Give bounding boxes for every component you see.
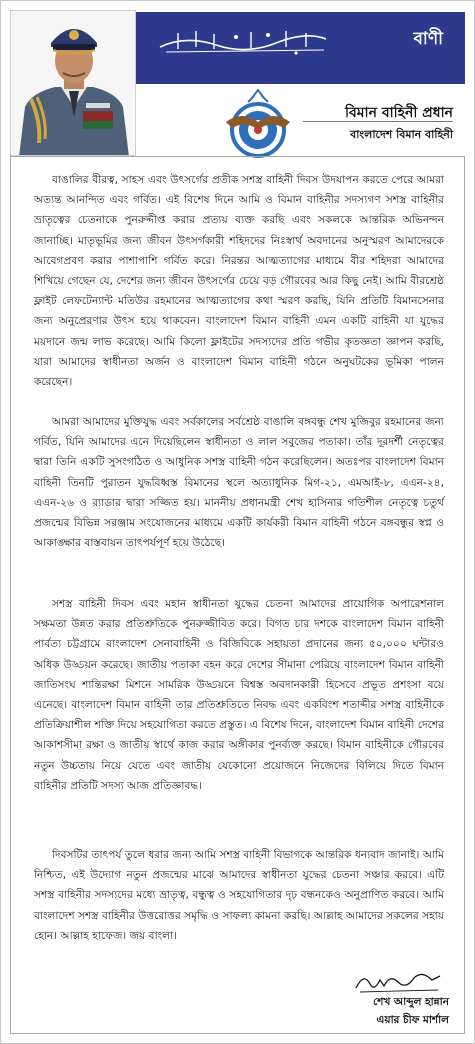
signatory-rank: এয়ার চীফ মার্শাল — [376, 1014, 449, 1026]
air-force-emblem — [218, 88, 298, 158]
message-paragraph-2: আমরা আমাদের মুক্তিযুদ্ধ এবং সর্বকালের সর্বশ্রেষ্ঠ বাঙালি বঙ্গবন্ধু শেখ মুজিবুর রহমানের জন্য গর্বিত, যিনি আমাদের এনে দিয়েছিলেন স্বাধীনতা ও লাল সবুজের পতাকা। তাঁর দূরদর্শী নেতৃত্বের দ্বারা তিনি একটি সুসংগঠিত ও আধুনিক সশস্ত্র বাহিনী গঠন করেছিলেন। অতঃপর বাংলাদেশ বিমান বাহিনী তিনটি পুরাতন যুদ্ধবিধ্বস্ত বিমানের স্থলে অত্যাধুনিক মিগ-২১, এমআই-৮, এএন-২৪, এএন-২৬ ও র‍্যাডার দ্বারা সজ্জিত হয়। মাননীয় প্রধানমন্ত্রী শেখ হাসিনার গতিশীল নেতৃত্বে চতুর্থ প্রজন্মের বিভিন্ন সরঞ্জাম সংযোজনের মাধ্যমে একটি কার্যকরী বিমান বাহিনী গঠনে বঙ্গবন্ধুর স্বপ্ন ও আকাঙ্ক্ষার বাস্তবায়ন তাৎপর্যপূর্ণ হয়ে উঠেছে। — [34, 416, 444, 550]
signatory-name: শেখ আব্দুল হান্নান — [373, 996, 449, 1008]
handwritten-signature — [350, 966, 446, 996]
office-title: বিমান বাহিনী প্রধান — [344, 105, 453, 121]
bangladesh-air-force-emblem-icon — [218, 88, 298, 158]
title-divider — [303, 121, 453, 122]
header-banner — [136, 12, 465, 84]
officer-portrait — [10, 10, 136, 156]
message-paragraph-3: সশস্ত্র বাহিনী দিবস এবং মহান স্বাধীনতা যুদ্ধের চেতনা আমাদের প্রায়োগিক অপারেশনাল সক্ষমতা উন্নত করার প্রতিশ্রুতিকে পুনরুজ্জীবিত করে। বিগত চার দশকে বাংলাদেশ বিমান বাহিনী পার্বত্য চট্টগ্রামে বাংলাদেশ সেনাবাহিনী ও বিজিবিকে সহায়তা প্রদানের জন্য ৫০,০০০ ঘন্টারও অধিক উড্ডয়ন করেছে। জাতীয় পতাকা বহন করে দেশের সীমানা পেরিয়ে বাংলাদেশ বিমান বাহিনী জাতিসংঘ শান্তিরক্ষা মিশনে সামরিক উড্ডয়নে বিশ্বস্ত অবদানকারী হিসেবে প্রভূত প্রশংসা বয়ে এনেছে। বাংলাদেশ বিমান বাহিনী তার প্রতিশ্রুতিতে নিবদ্ধ এবং একবিংশ শতাব্দীর সশস্ত্র বাহিনীকে প্রতিক্রিয়াশীল শক্তি দিয়ে সহযোগিতা করতে প্রস্তুত। এ বিশেষ দিনে, বাংলাদেশ বিমান বাহিনী দেশের আকাশসীমা রক্ষা ও জাতীয় স্বার্থে কাজ করার অঙ্গীকার পুনর্ব্যক্ত করছে। বিমান বাহিনীকে গৌরবের নতুন উচ্চতায় নিয়ে যেতে এবং জাতীয় যেকোনো প্রয়োজনে নিজেদের বিলিয়ে দিতে বিমান বাহিনীর প্রতিটি সদস্য আজ প্রতিজ্ঞাবদ্ধ। — [34, 598, 444, 792]
bani-heading: বাণী — [413, 29, 443, 49]
message-header — [10, 10, 465, 156]
officer-portrait-image — [11, 11, 136, 156]
message-paragraph-4: দিবসটির তাৎপর্য তুলে ধরার জন্য আমি সশস্ত্র বাহিনী বিভাগকে আন্তরিক ধন্যবাদ জানাই। আমি নিশ্চিত, এই উদ্যোগ নতুন প্রজন্মের মাঝে আমাদের স্বাধীনতা যুদ্ধের চেতনা সঞ্চার করবে। এটি সশস্ত্র বাহিনীর সদস্যদের মধ্যে ভ্রাতৃত্ব, বন্ধুত্ব ও সহযোগিতার দৃঢ় বন্ধনকেও অনুপ্রাণিত করবে। আমি বাংলাদেশ সশস্ত্র বাহিনীর উত্তরোত্তর সমৃদ্ধি ও সাফল্য কামনা করছি। আল্লাহ আমাদের সকলের সহায় হোন। আল্লাহ হাফেজ। জয় বাংলা। — [34, 849, 444, 942]
organization-name: বাংলাদেশ বিমান বাহিনী — [350, 128, 453, 141]
bismillah-calligraphy — [156, 25, 331, 59]
message-paragraph-1: বাঙালির বীরত্ব, সাহস এবং উৎসর্গের প্রতীক সশস্ত্র বাহিনী দিবস উদযাপন করতে পেরে আমরা অত্যন্ত আনন্দিত এবং গর্বিত। এই বিশেষ দিনে আমি ও বিমান বাহিনীর সদস্যগণ সশস্ত্র বাহিনীর ভ্রাতৃত্বের চেতনাকে পুনরুদ্দীপ্ত করার প্রত্যয় ব্যক্ত করছি এবং সকলকে আন্তরিক অভিনন্দন জানাচ্ছি। মাতৃভূমির জন্য জীবন উৎসর্গকারী শহিদদের নিঃস্বার্থ অবদানের অনুস্মরণ আমাদেরকে আবেগপ্রবণ করার পাশাপাশি গর্বিত করে। নিরন্তর আত্মত্যাগের মাধ্যমে বীর শহিদরা আমাদের শিখিয়ে গেছেন যে, দেশের জন্য জীবন উৎসর্গের চেয়ে বড় গৌরবের আর কিছু নেই। আমি বীরশ্রেষ্ঠ ফ্লাইট লেফটেন্যান্ট মতিউর রহমানের আত্মত্যাগের কথা স্মরণ করছি, যিনি প্রতিটি বিমানসেনার জন্য অনুপ্রেরণার উৎস হয়ে থাকবেন। বাংলাদেশ বিমান বাহিনী এমন একটি বাহিনী যা যুদ্ধের ময়দানে জন্ম লাভ করেছে। আমি কিলো ফ্লাইটের সদস্যদের প্রতি গভীর কৃতজ্ঞতা জ্ঞাপন করছি, যারা আমাদের স্বাধীনতা অর্জন ও বাংলাদেশ বিমান বাহিনী গঠনে অনুঘটকের ভূমিকা পালন করেছেন। — [34, 174, 444, 389]
